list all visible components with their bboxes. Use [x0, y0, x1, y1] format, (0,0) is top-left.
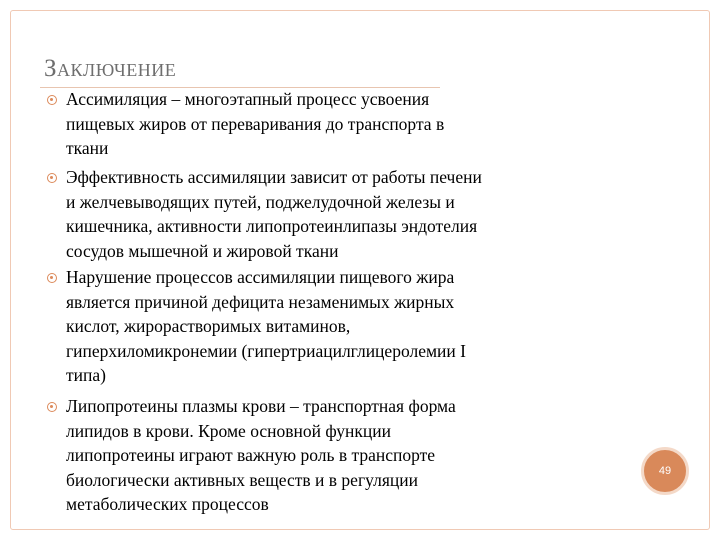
bullet-circle-icon [47, 95, 57, 105]
page-number-badge: 49 [641, 447, 689, 495]
bullet-circle-icon [47, 173, 57, 183]
bullet-circle-icon [47, 402, 57, 412]
slide-title: Заключение [44, 55, 177, 82]
bullet-text: Нарушение процессов ассимиляции пищевого жира является причиной дефицита незаменимых жирных кислот, жирорастворимых витаминов, гиперхиломикронемии (гипертриацилглицеролемии I типа) [66, 267, 466, 385]
bullet-text: Ассимиляция – многоэтапный процесс усвоения пищевых жиров от переваривания до транспорта в ткани [66, 89, 445, 158]
bullet-text: Эффективность ассимиляции зависит от работы печени и желчевыводящих путей, поджелудочной железы и кишечника, активности липопротеинлипазы эндотелия сосудов мышечной и жировой ткани [66, 167, 482, 261]
bullet-text: Липопротеины плазмы крови – транспортная форма липидов в крови. Кроме основной функции липопротеины играют важную роль в транспорте биологически активных веществ и в регуляции метаболических процессов [66, 396, 456, 514]
bullet-circle-icon [47, 273, 57, 283]
